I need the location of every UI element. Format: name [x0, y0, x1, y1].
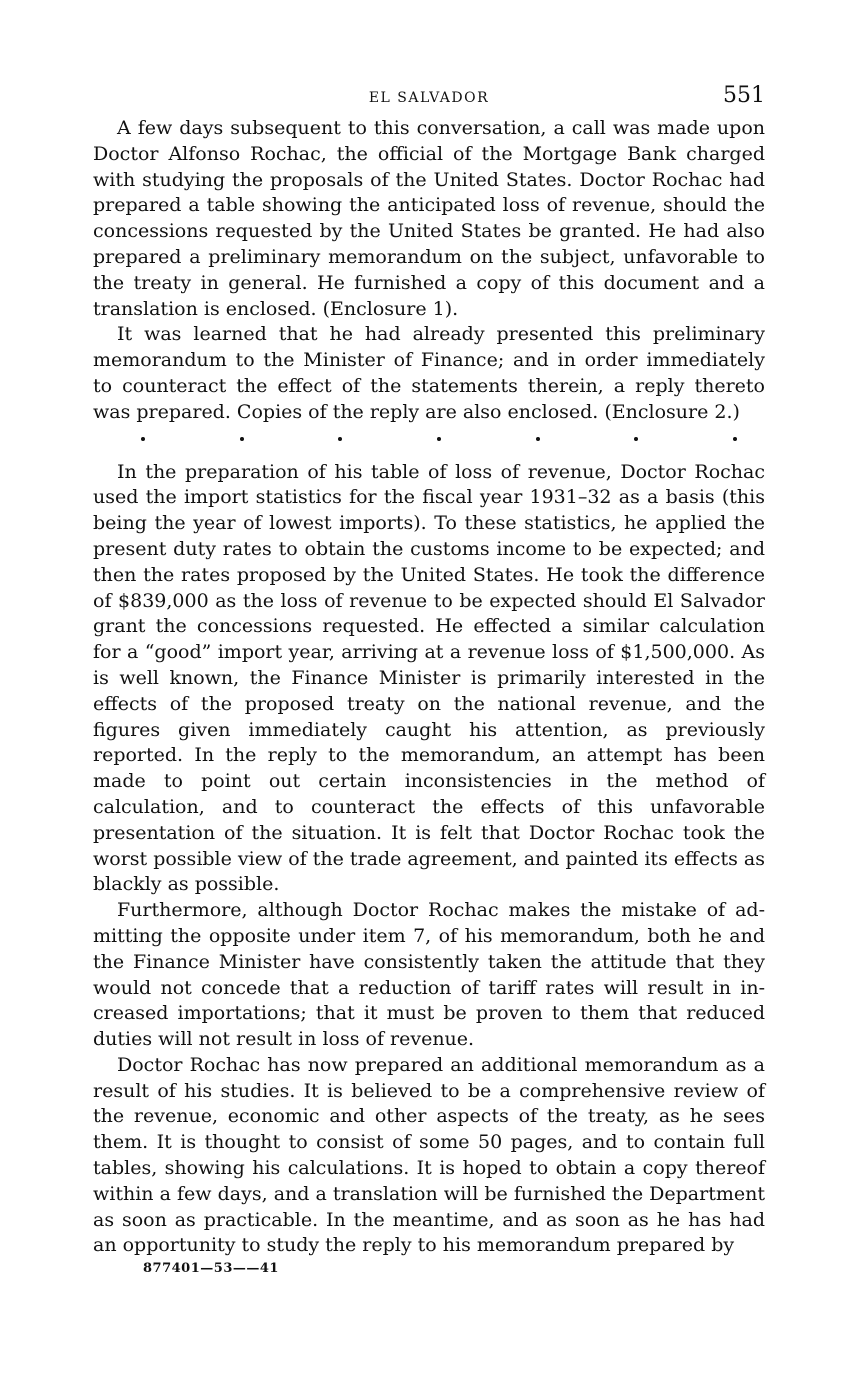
paragraph-furthermore: Furthermore, although Doctor Rochac makes the mistake of admitting the opposite under item 7, of his memorandum, both he and the Finance Minister have consistently taken the attitude that they would not concede that a reduction of tariff rates will result in increased importations; that it must be proven to them that reduced duties will not result in loss of revenue. [93, 899, 765, 1051]
paragraph-rochac-visit: A few days subsequent to this conversation, a call was made upon Doctor Alfonso Rochac, the official of the Mortgage Bank charged with studying the proposals of the United States. Doctor Rochac had prepared a table showing the anticipated loss of revenue, should the concessions requested by the United States be granted. He had also prepared a preliminary memorandum on the subject, unfavorable to the treaty in general. He furnished a copy of this document and a translation is enclosed. (Enclosure 1). [93, 117, 765, 320]
paragraph-reply-prepared: It was learned that he had already presented this preliminary memorandum to the Minister of Finance; and in order immediately to counteract the effect of the statements therein, a reply thereto was prepared. Copies of the reply are also enclosed. (Enclosure 2.) [93, 323, 765, 423]
ellipsis-dot [240, 437, 244, 441]
ellipsis-dot [338, 437, 342, 441]
ellipsis-dot [437, 437, 441, 441]
page-header [93, 80, 765, 116]
page-number: 551 [723, 83, 765, 108]
print-code: 877401—53——41 [143, 1261, 279, 1277]
ellipsis-dot [634, 437, 638, 441]
running-title: EL SALVADOR [368, 90, 490, 106]
ellipsis-dot [536, 437, 540, 441]
paragraph-additional-memorandum: Doctor Rochac has now prepared an additional memorandum as a result of his studies. It is believed to be a comprehensive review of the revenue, economic and other aspects of the treaty, as he sees them. It is thought to consist of some 50 pages, and to contain full tables, showing his calculations. It is hoped to obtain a copy thereof within a few days, and a translation will be furnished the Department as soon as practicable. In the meantime, and as soon as he has had an opportunity to study the reply to his memorandum prepared by [93, 1053, 765, 1257]
paragraph-revenue-table: In the preparation of his table of loss of revenue, Doctor Rochac used the import statistics for the fiscal year 1931–32 as a basis (this being the year of lowest imports). To these statistics, he applied the present duty rates to obtain the customs income to be expected; and then the rates proposed by the United States. He took the difference of $839,000 as the loss of revenue to be expected should El Salvador grant the concessions requested. He effected a similar calculation for a “good” import year, arriving at a revenue loss of $1,500,000. As is well known, the Finance Minister is primarily interested in the effects of the proposed treaty on the national revenue, and the figures given immediately caught his attention, as previously reported. In the reply to the memorandum, an attempt has been made to point out certain inconsistencies in the method of calculation, and to counteract the effects of this unfavorable presentation of the situation. It is felt that Doctor Rochac took the worst possible view of the trade agreement, and painted its effects as blackly as possible. [93, 460, 765, 896]
omission-ellipsis [93, 428, 765, 456]
ellipsis-dot [733, 437, 737, 441]
document-page [93, 80, 765, 1276]
ellipsis-dot [141, 437, 145, 441]
